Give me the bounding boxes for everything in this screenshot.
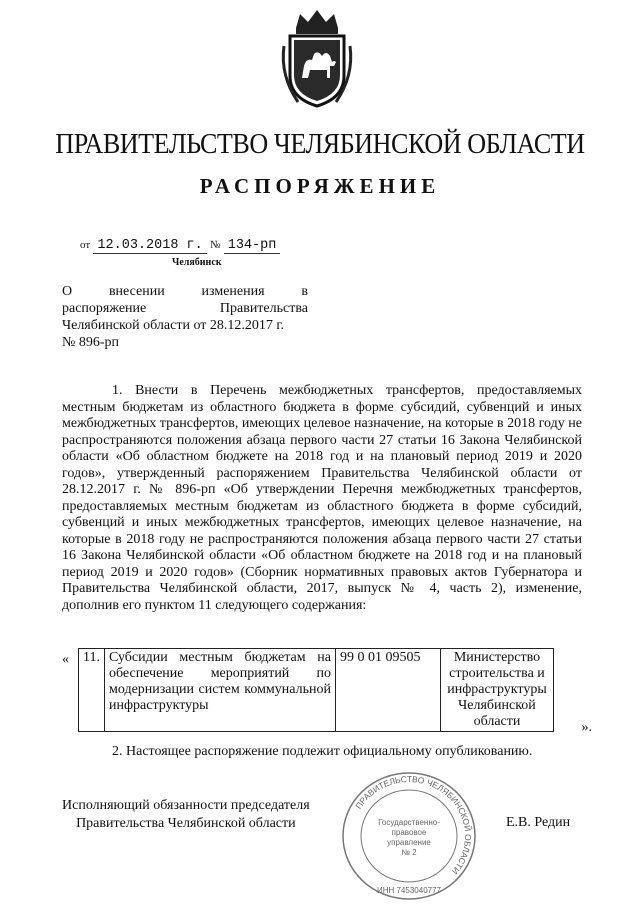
row-ministry: Министерство строительства и инфраструктуры Челябинской области <box>440 649 553 732</box>
document-meta <box>80 236 280 253</box>
subject-line: Челябинской области от 28.12.2017 г. <box>62 318 285 333</box>
amendment-table <box>78 648 554 732</box>
subject-line: распоряжение Правительства <box>62 301 308 316</box>
stamp-ring-text: ПРАВИТЕЛЬСТВО ЧЕЛЯБИНСКОЙ ОБЛАСТИ <box>353 773 474 877</box>
signatory-position <box>62 797 310 833</box>
document-date: 12.03.2018 г. <box>93 238 206 254</box>
stamp-inn: ИНН 7453040777 <box>376 886 442 895</box>
item-1-paragraph: 1. Внести в Перечень межбюджетных трансфертов, предоставляемых местным бюджетам из областного бюджета в форме субсидий, субвенций и иных межбюджетных трансфертов, имеющих целевое назначение, на которые в 2018 году не распространяются положения абзаца первого части 27 статьи 16 Закона Челябинской области «Об областном бюджете на 2018 год и на плановый период 2019 и 2020 годов», утвержденный распоряжением Правительства Челябинской области от 28.12.2017 г. № 896-рп «Об утверждении Перечня межбюджетных трансфертов, предоставляемых местным бюджетам из областного бюджета в форме субсидий, субвенций и иных межбюджетных трансфертов, имеющих целевое назначение, на которые в 2018 году не распространяются положения абзаца первого части 27 статьи 16 Закона Челябинской области «Об областном бюджете на 2018 год и на плановый период 2019 и 2020 годов» (Сборник нормативных правовых актов Губернатора и Правительства Челябинской области, 2017, выпуск № 4, часть 2), изменение, дополнив его пунктом 11 следующего содержания: <box>62 383 582 613</box>
official-stamp <box>340 771 478 901</box>
coat-of-arms-icon <box>278 6 356 110</box>
row-code: 99 0 01 09505 <box>335 649 440 732</box>
close-quote: ». <box>581 720 592 735</box>
city-label: Челябинск <box>172 257 222 268</box>
stamp-center-line: управление <box>387 838 431 847</box>
stamp-center-line: Государственно- <box>378 818 440 827</box>
open-quote: « <box>62 652 69 667</box>
document-number: 134-рп <box>224 238 281 254</box>
position-line: Исполняющий обязанности председателя <box>62 798 310 813</box>
number-prefix: № <box>210 239 221 251</box>
stamp-center-line: правовое <box>391 828 427 837</box>
subject-line: О внесении изменения в <box>62 284 308 299</box>
position-line: Правительства Челябинской области <box>76 816 296 831</box>
row-description: Субсидии местным бюджетам на обеспечение мероприятий по модернизации систем коммунальной инфраструктуры <box>104 649 335 732</box>
signatory-name: Е.В. Редин <box>506 815 571 830</box>
table-row <box>79 649 554 732</box>
government-title: ПРАВИТЕЛЬСТВО ЧЕЛЯБИНСКОЙ ОБЛАСТИ <box>55 128 585 160</box>
row-number: 11. <box>79 649 105 732</box>
item-2-paragraph: 2. Настоящее распоряжение подлежит официальному опубликованию. <box>112 744 533 759</box>
subject-line: № 896-рп <box>62 335 120 350</box>
document-subject <box>62 283 308 351</box>
amendment-table-block <box>62 648 592 738</box>
document-type: РАСПОРЯЖЕНИЕ <box>199 174 441 198</box>
date-prefix: от <box>80 239 91 251</box>
stamp-center-line: № 2 <box>401 848 417 857</box>
document-body <box>62 383 582 614</box>
